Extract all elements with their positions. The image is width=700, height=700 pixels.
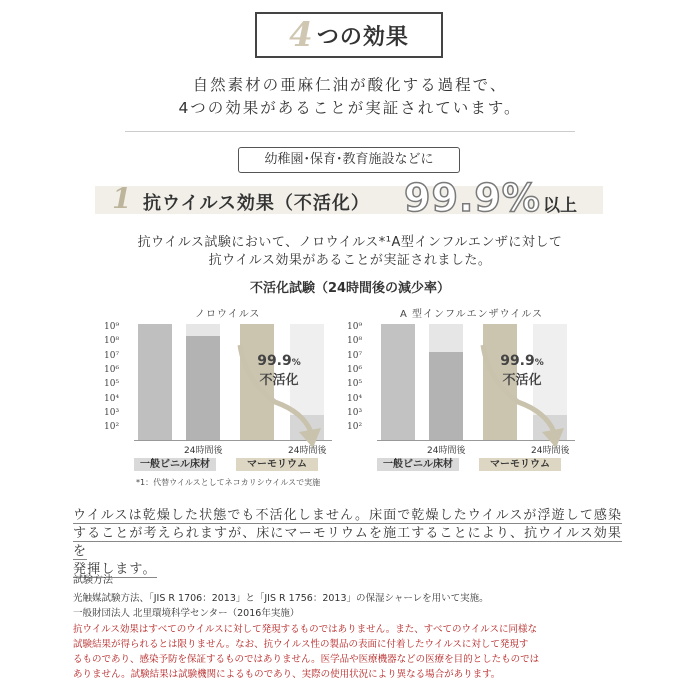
decrease-arrow-icon bbox=[478, 340, 568, 460]
y-tick-label: 10³ bbox=[104, 407, 120, 418]
body-line-1: ウイルスは乾燥した状態でも不活化しません。床面で乾燥したウイルスが浮遊して感染 bbox=[73, 508, 623, 523]
result-value: 99.9 bbox=[500, 353, 535, 369]
y-tick-label: 10⁸ bbox=[104, 336, 120, 347]
effect-number: 1 bbox=[112, 182, 132, 215]
effect-name: 抗ウイルス効果（不活化） bbox=[143, 193, 370, 214]
divider bbox=[125, 131, 575, 132]
y-tick-label: 10⁶ bbox=[347, 364, 363, 375]
chart-subhead: 不活化試験（24時間後の減少率） bbox=[249, 281, 451, 296]
warning-line-2: 試験結果が得られるとは限りません。なお、抗ウイルス性の製品の表面に付着したウイルスに対して発現す bbox=[73, 639, 529, 650]
title-number: 4 bbox=[289, 15, 313, 55]
group-label: マーモリウム bbox=[236, 458, 318, 471]
y-tick-label: 10⁵ bbox=[347, 379, 363, 390]
y-tick-label: 10³ bbox=[347, 407, 363, 418]
intro-line-1: 自然素材の亜麻仁油が酸化する過程で、 bbox=[192, 76, 508, 94]
effect-suffix: 以上 bbox=[543, 196, 577, 216]
bar bbox=[138, 324, 172, 440]
y-tick-label: 10² bbox=[347, 422, 363, 433]
chart-norovirus bbox=[100, 300, 340, 480]
method-line-1: 光触媒試験方法、「JIS R 1706：2013」と「JIS R 1756：2013」の保湿シャーレを用いて実施。 bbox=[73, 593, 489, 604]
warning-line-1: 抗ウイルス効果はすべてのウイルスに対して発現するものではありません。また、すべてのウイルスに同様な bbox=[73, 624, 537, 635]
body-line-3: 発揮します。 bbox=[73, 562, 157, 577]
arrow-shaft bbox=[483, 345, 554, 432]
y-tick-label: 10² bbox=[104, 422, 120, 433]
chart-influenza bbox=[343, 300, 583, 480]
x-label-after: 24時間後 bbox=[531, 446, 570, 456]
effect-percentage: 99.9% bbox=[404, 176, 541, 220]
warning-text bbox=[73, 622, 633, 682]
x-label-after: 24時間後 bbox=[427, 446, 466, 456]
result-label: 不活化 bbox=[259, 373, 299, 388]
y-tick-label: 10⁴ bbox=[104, 393, 120, 404]
method-heading: 試験方法 bbox=[73, 575, 113, 586]
x-label-after: 24時間後 bbox=[288, 446, 327, 456]
result-unit: % bbox=[534, 358, 544, 368]
body-line-2: することが考えられますが、床にマーモリウムを施工することにより、抗ウイルス効果を bbox=[73, 526, 622, 559]
group-label: 一般ビニル床材 bbox=[377, 458, 459, 471]
decrease-arrow-icon bbox=[235, 340, 325, 460]
y-tick-label: 10⁷ bbox=[104, 350, 120, 361]
bar bbox=[186, 336, 220, 440]
method-line-2: 一般財団法人 北里環境科学センター（2016年実施） bbox=[73, 608, 300, 619]
intro-line-2: 4つの効果があることが実証されています。 bbox=[178, 99, 522, 117]
y-tick-label: 10⁹ bbox=[347, 322, 363, 332]
y-tick-label: 10⁶ bbox=[104, 364, 120, 375]
warning-line-3: るものであり、感染予防を保証するものではありません。医学品や医療機器などの医療を目的としたものでは bbox=[73, 654, 540, 665]
desc-line-1: 抗ウイルス試験において、ノロウイルス*¹A型インフルエンザに対して bbox=[137, 235, 563, 250]
warning-line-4: ありません。試験結果は試験機関によるものであり、実際の使用状況により異なる場合があります。 bbox=[73, 669, 501, 680]
arrow-head bbox=[542, 428, 564, 448]
chart-title: A 型インフルエンザウイルス bbox=[400, 309, 544, 320]
group-label: マーモリウム bbox=[479, 458, 561, 471]
section-title bbox=[255, 12, 443, 58]
result-label: 不活化 bbox=[502, 373, 542, 388]
y-tick-label: 10⁴ bbox=[347, 393, 363, 404]
footnote: *1：代替ウイルスとしてネコカリシウイルスで実施 bbox=[136, 478, 321, 487]
chart-title: ノロウイルス bbox=[195, 309, 261, 320]
result-unit: % bbox=[291, 358, 301, 368]
title-text: つの効果 bbox=[316, 24, 409, 50]
body-paragraph bbox=[73, 507, 633, 579]
result-value: 99.9 bbox=[257, 353, 292, 369]
target-pill: 幼稚園･保育･教育施設などに bbox=[238, 147, 460, 173]
y-tick-label: 10⁷ bbox=[347, 350, 363, 361]
bar bbox=[381, 324, 415, 440]
desc-line-2: 抗ウイルス効果があることが実証されました。 bbox=[208, 253, 492, 268]
x-label-after: 24時間後 bbox=[184, 446, 223, 456]
y-tick-label: 10⁹ bbox=[104, 322, 120, 332]
y-tick-label: 10⁸ bbox=[347, 336, 363, 347]
arrow-head bbox=[299, 428, 321, 448]
bar bbox=[429, 352, 463, 440]
group-label: 一般ビニル床材 bbox=[134, 458, 216, 471]
y-tick-label: 10⁵ bbox=[104, 379, 120, 390]
arrow-shaft bbox=[240, 345, 311, 432]
